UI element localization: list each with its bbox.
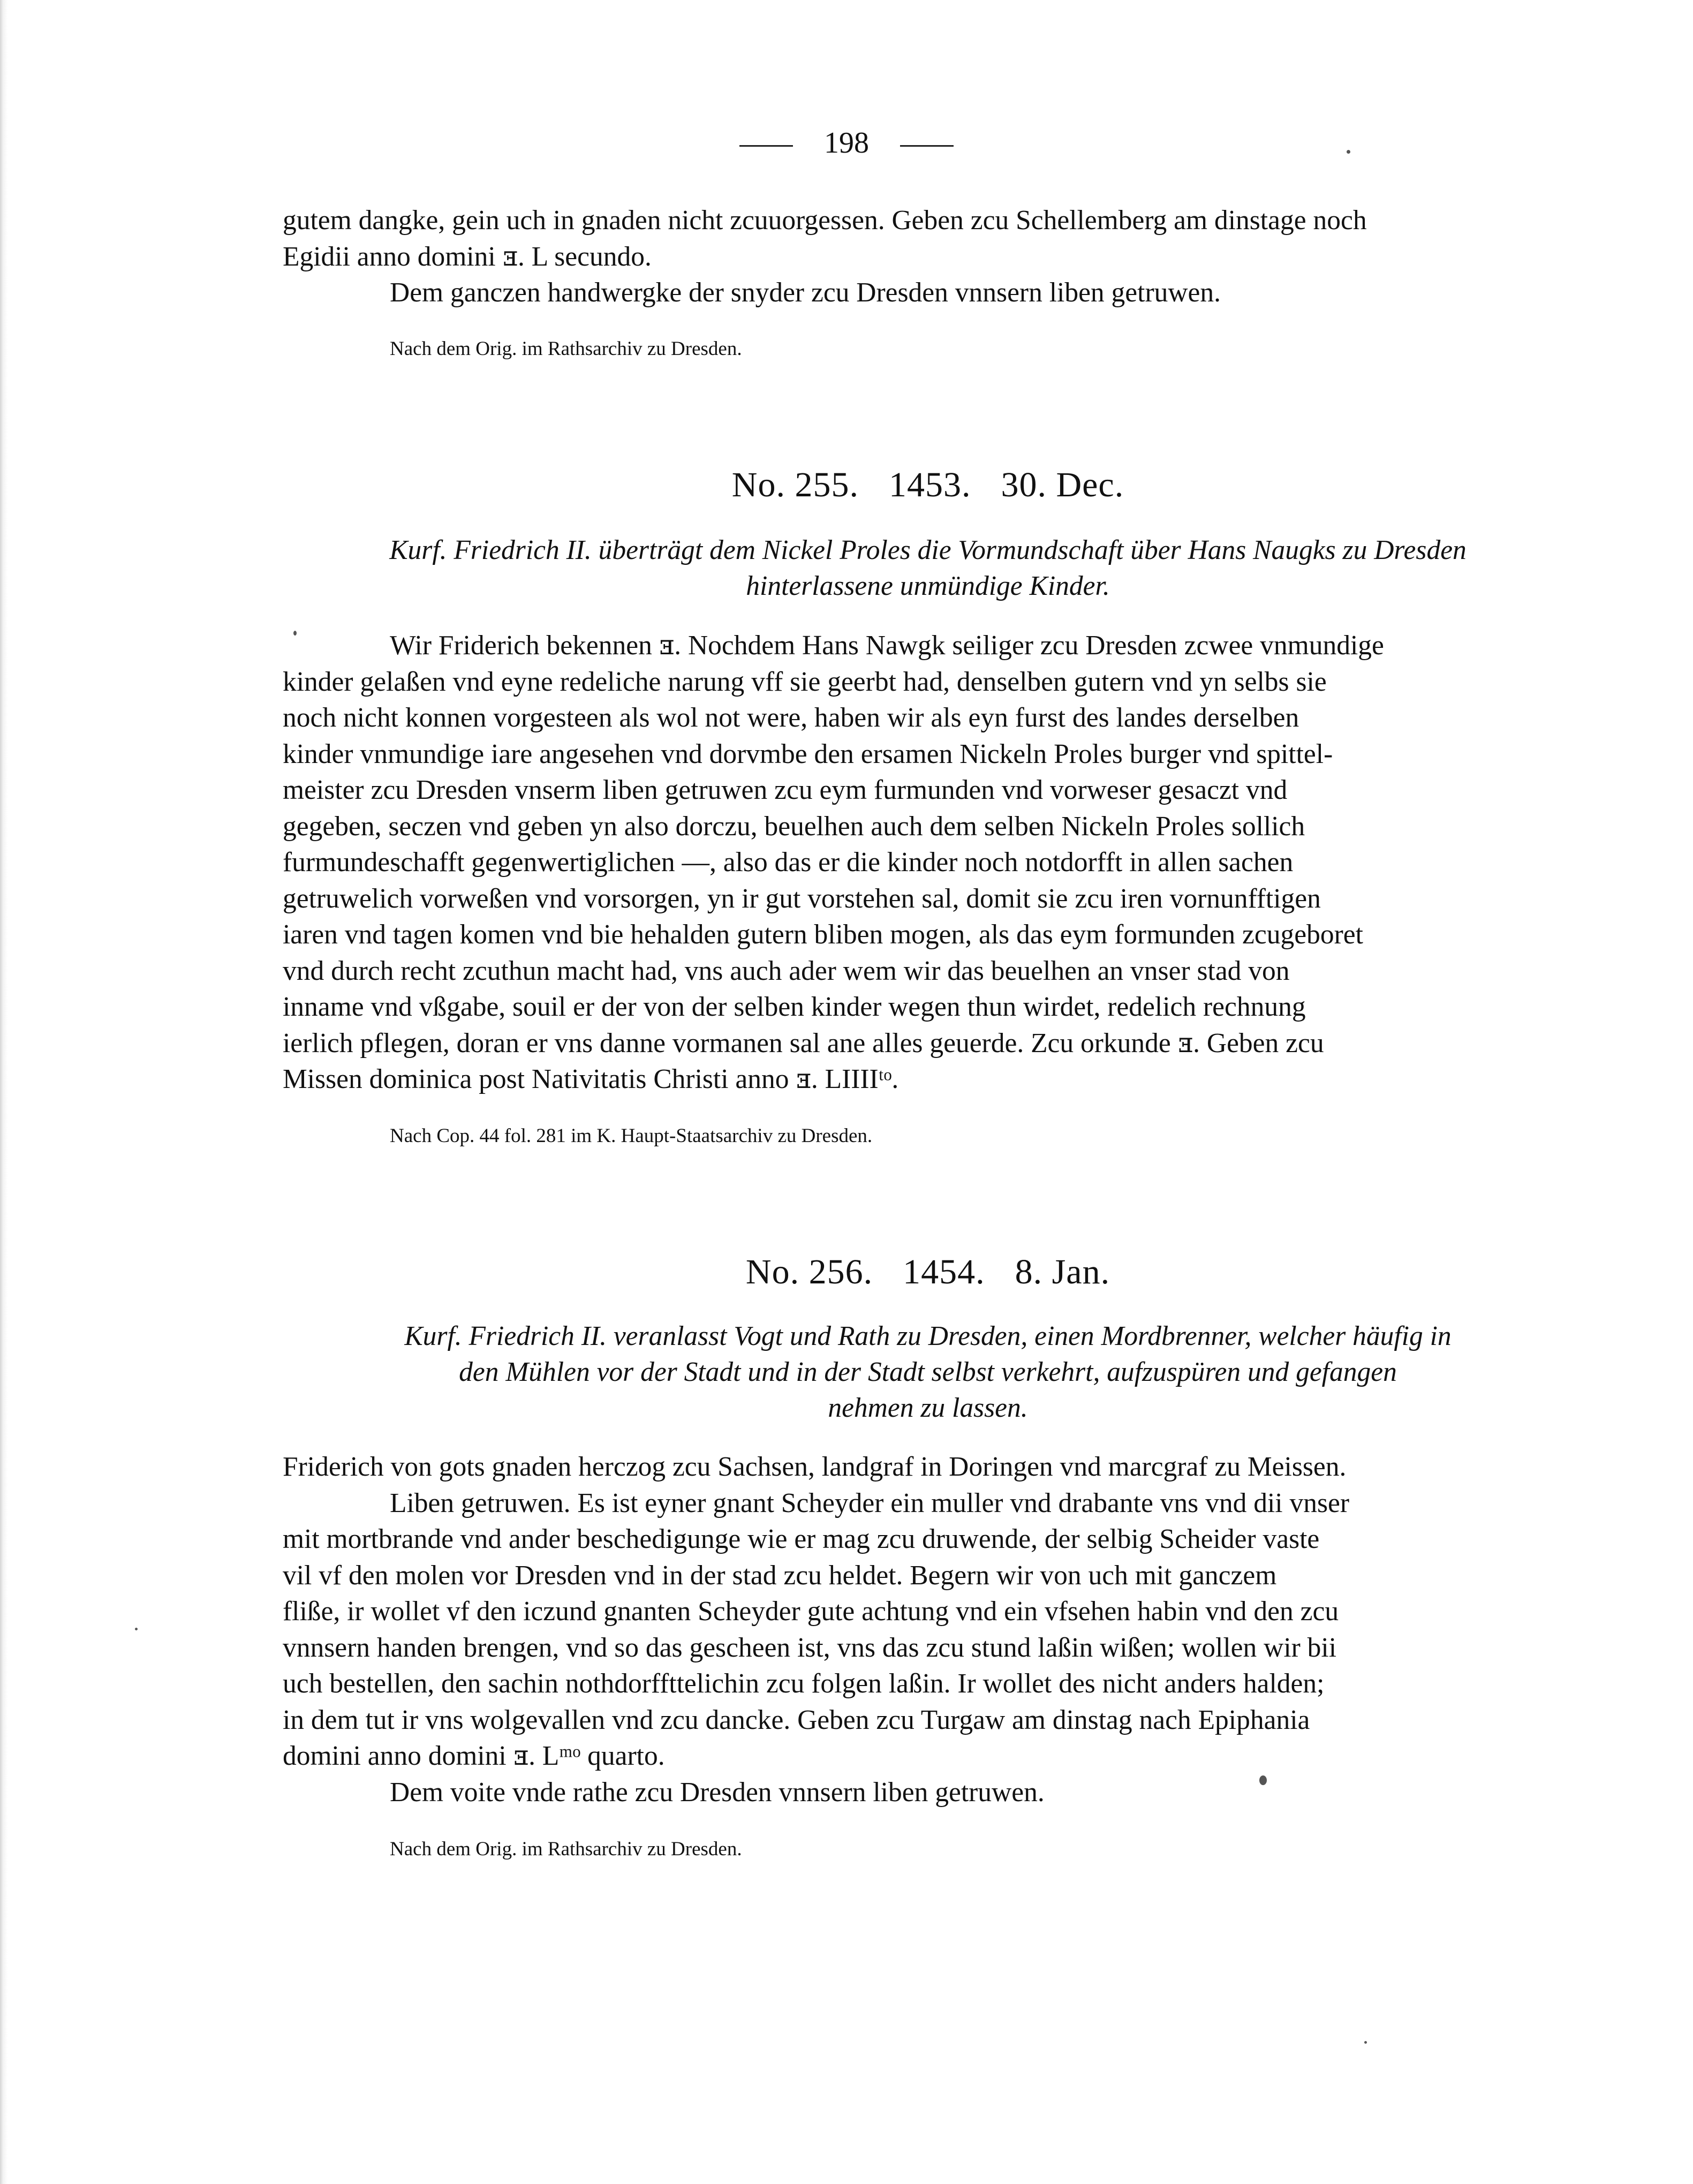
regest bbox=[283, 532, 1573, 604]
text-line: domini anno domini ⱻ. Lᵐᵒ quarto. bbox=[283, 1741, 665, 1771]
document-number: No. 255. bbox=[731, 465, 859, 504]
document-date: 8. Jan. bbox=[1015, 1252, 1110, 1291]
text-line: kinder vnmundige iare angesehen vnd dorvmbe den ersamen Nickeln Proles burger vnd spittel- bbox=[283, 738, 1333, 769]
regest-line: den Mühlen vor der Stadt und in der Stadt selbst verkehrt, aufzuspüren und gefangen bbox=[459, 1357, 1397, 1387]
dash-right bbox=[900, 145, 954, 147]
document-number: No. 256. bbox=[745, 1252, 873, 1291]
document-year: 1453. bbox=[888, 465, 971, 504]
text-line: kinder gelaßen vnd eyne redeliche narung vff sie geerbt had, denselben gutern vnd yn selbs sie bbox=[283, 666, 1327, 697]
scan-speck bbox=[135, 1628, 138, 1630]
document-heading bbox=[283, 1251, 1573, 1294]
document-source bbox=[283, 1123, 1573, 1149]
text-line: in dem tut ir vns wolgevallen vnd zcu dancke. Geben zcu Turgaw am dinstag nach Epiphania bbox=[283, 1704, 1310, 1735]
text-line: gutem dangke, gein uch in gnaden nicht zcuuorgessen. Geben zcu Schellemberg am dinstage noch bbox=[283, 205, 1367, 236]
dash-left bbox=[739, 145, 793, 147]
intitulatio: Friderich von gots gnaden herczog zcu Sachsen, landgraf in Doringen vnd marcgraf zu Meissen. bbox=[283, 1452, 1347, 1482]
scan-edge bbox=[0, 0, 7, 2184]
text-line: noch nicht konnen vorgesteen als wol not were, haben wir als eyn furst des landes derselben bbox=[283, 702, 1299, 733]
scan-speck bbox=[293, 631, 297, 636]
document-year: 1454. bbox=[903, 1252, 985, 1291]
document-text bbox=[283, 1449, 1573, 1810]
address-line: Dem ganczen handwergke der snyder zcu Dresden vnnsern liben getruwen. bbox=[390, 277, 1221, 308]
text-line: fliße, ir wollet vf den iczund gnanten Scheyder gute achtung vnd ein vfsehen habin vnd den zcu bbox=[283, 1596, 1339, 1627]
source-note: Nach dem Orig. im Rathsarchiv zu Dresden. bbox=[390, 1838, 742, 1860]
regest-line: Kurf. Friedrich II. überträgt dem Nickel Proles die Vormundschaft über Hans Naugks zu Dresden bbox=[389, 535, 1467, 565]
address-line: Dem voite vnde rathe zcu Dresden vnnsern liben getruwen. bbox=[390, 1777, 1045, 1808]
text-line: Wir Friderich bekennen ⱻ. Nochdem Hans Nawgk seiliger zcu Dresden zcwee vnmundige bbox=[390, 630, 1384, 661]
text-line: Missen dominica post Nativitatis Christi anno ⱻ. LIIIIᵗᵒ. bbox=[283, 1064, 899, 1094]
text-line: ierlich pflegen, doran er vns danne vormanen sal ane alles geuerde. Zcu orkunde ⱻ. Geben zcu bbox=[283, 1027, 1324, 1059]
scan-speck bbox=[1347, 150, 1350, 154]
regest-line: nehmen zu lassen. bbox=[828, 1393, 1028, 1423]
page-number-header bbox=[0, 124, 1693, 162]
text-line: uch bestellen, den sachin nothdorffttelichin zcu folgen laßin. Ir wollet des nicht anders halden; bbox=[283, 1668, 1325, 1699]
text-line: Egidii anno domini ⱻ. L secundo. bbox=[283, 241, 652, 272]
scan-speck bbox=[1364, 2041, 1367, 2044]
document-heading bbox=[283, 464, 1573, 507]
document-text bbox=[283, 628, 1573, 1098]
text-line: Liben getruwen. Es ist eyner gnant Scheyder ein muller vnd drabante vns vnd dii vnser bbox=[390, 1487, 1350, 1518]
document-source bbox=[283, 1837, 1573, 1862]
scan-speck bbox=[1259, 1775, 1267, 1785]
text-line: inname vnd vßgabe, souil er der von der selben kinder wegen thun wirdet, redelich rechnung bbox=[283, 992, 1306, 1022]
source-note: Nach Cop. 44 fol. 281 im K. Haupt-Staatsarchiv zu Dresden. bbox=[390, 1125, 873, 1147]
text-line: furmundeschafft gegenwertiglichen —, also das er die kinder noch notdorfft in allen sachen bbox=[283, 847, 1294, 878]
source-note: Nach dem Orig. im Rathsarchiv zu Dresden. bbox=[390, 338, 742, 360]
document-date: 30. Dec. bbox=[1001, 465, 1124, 504]
text-line: vnnsern handen brengen, vnd so das gescheen ist, vns das zcu stund laßin wißen; wollen wir bii bbox=[283, 1632, 1337, 1663]
text-line: mit mortbrande vnd ander beschedigunge wie er mag zcu druwende, der selbig Scheider vaste bbox=[283, 1524, 1320, 1554]
text-line: vil vf den molen vor Dresden vnd in der stad zcu heldet. Begern wir von uch mit ganczem bbox=[283, 1560, 1277, 1591]
carryover-source bbox=[283, 336, 1573, 362]
carryover-text bbox=[283, 202, 1573, 311]
page-number: 198 bbox=[824, 126, 869, 160]
text-line: gegeben, seczen vnd geben yn also dorczu, beuelhen auch dem selben Nickeln Proles sollich bbox=[283, 811, 1305, 842]
regest-line: Kurf. Friedrich II. veranlasst Vogt und Rath zu Dresden, einen Mordbrenner, welcher häufig in bbox=[404, 1321, 1452, 1351]
text-line: meister zcu Dresden vnserm liben getruwen zcu eym furmunden vnd vorweser gesaczt vnd bbox=[283, 775, 1288, 805]
text-line: vnd durch recht zcuthun macht had, vns auch ader wem wir das beuelhen an vnser stad von bbox=[283, 955, 1290, 986]
regest bbox=[283, 1318, 1573, 1426]
regest-line: hinterlassene unmündige Kinder. bbox=[746, 571, 1110, 601]
text-line: iaren vnd tagen komen vnd bie hehalden gutern bliben mogen, als das eym formunden zcugeboret bbox=[283, 919, 1363, 950]
text-line: getruwelich vorweßen vnd vorsorgen, yn ir gut vorstehen sal, domit sie zcu iren vornunfftigen bbox=[283, 883, 1321, 914]
